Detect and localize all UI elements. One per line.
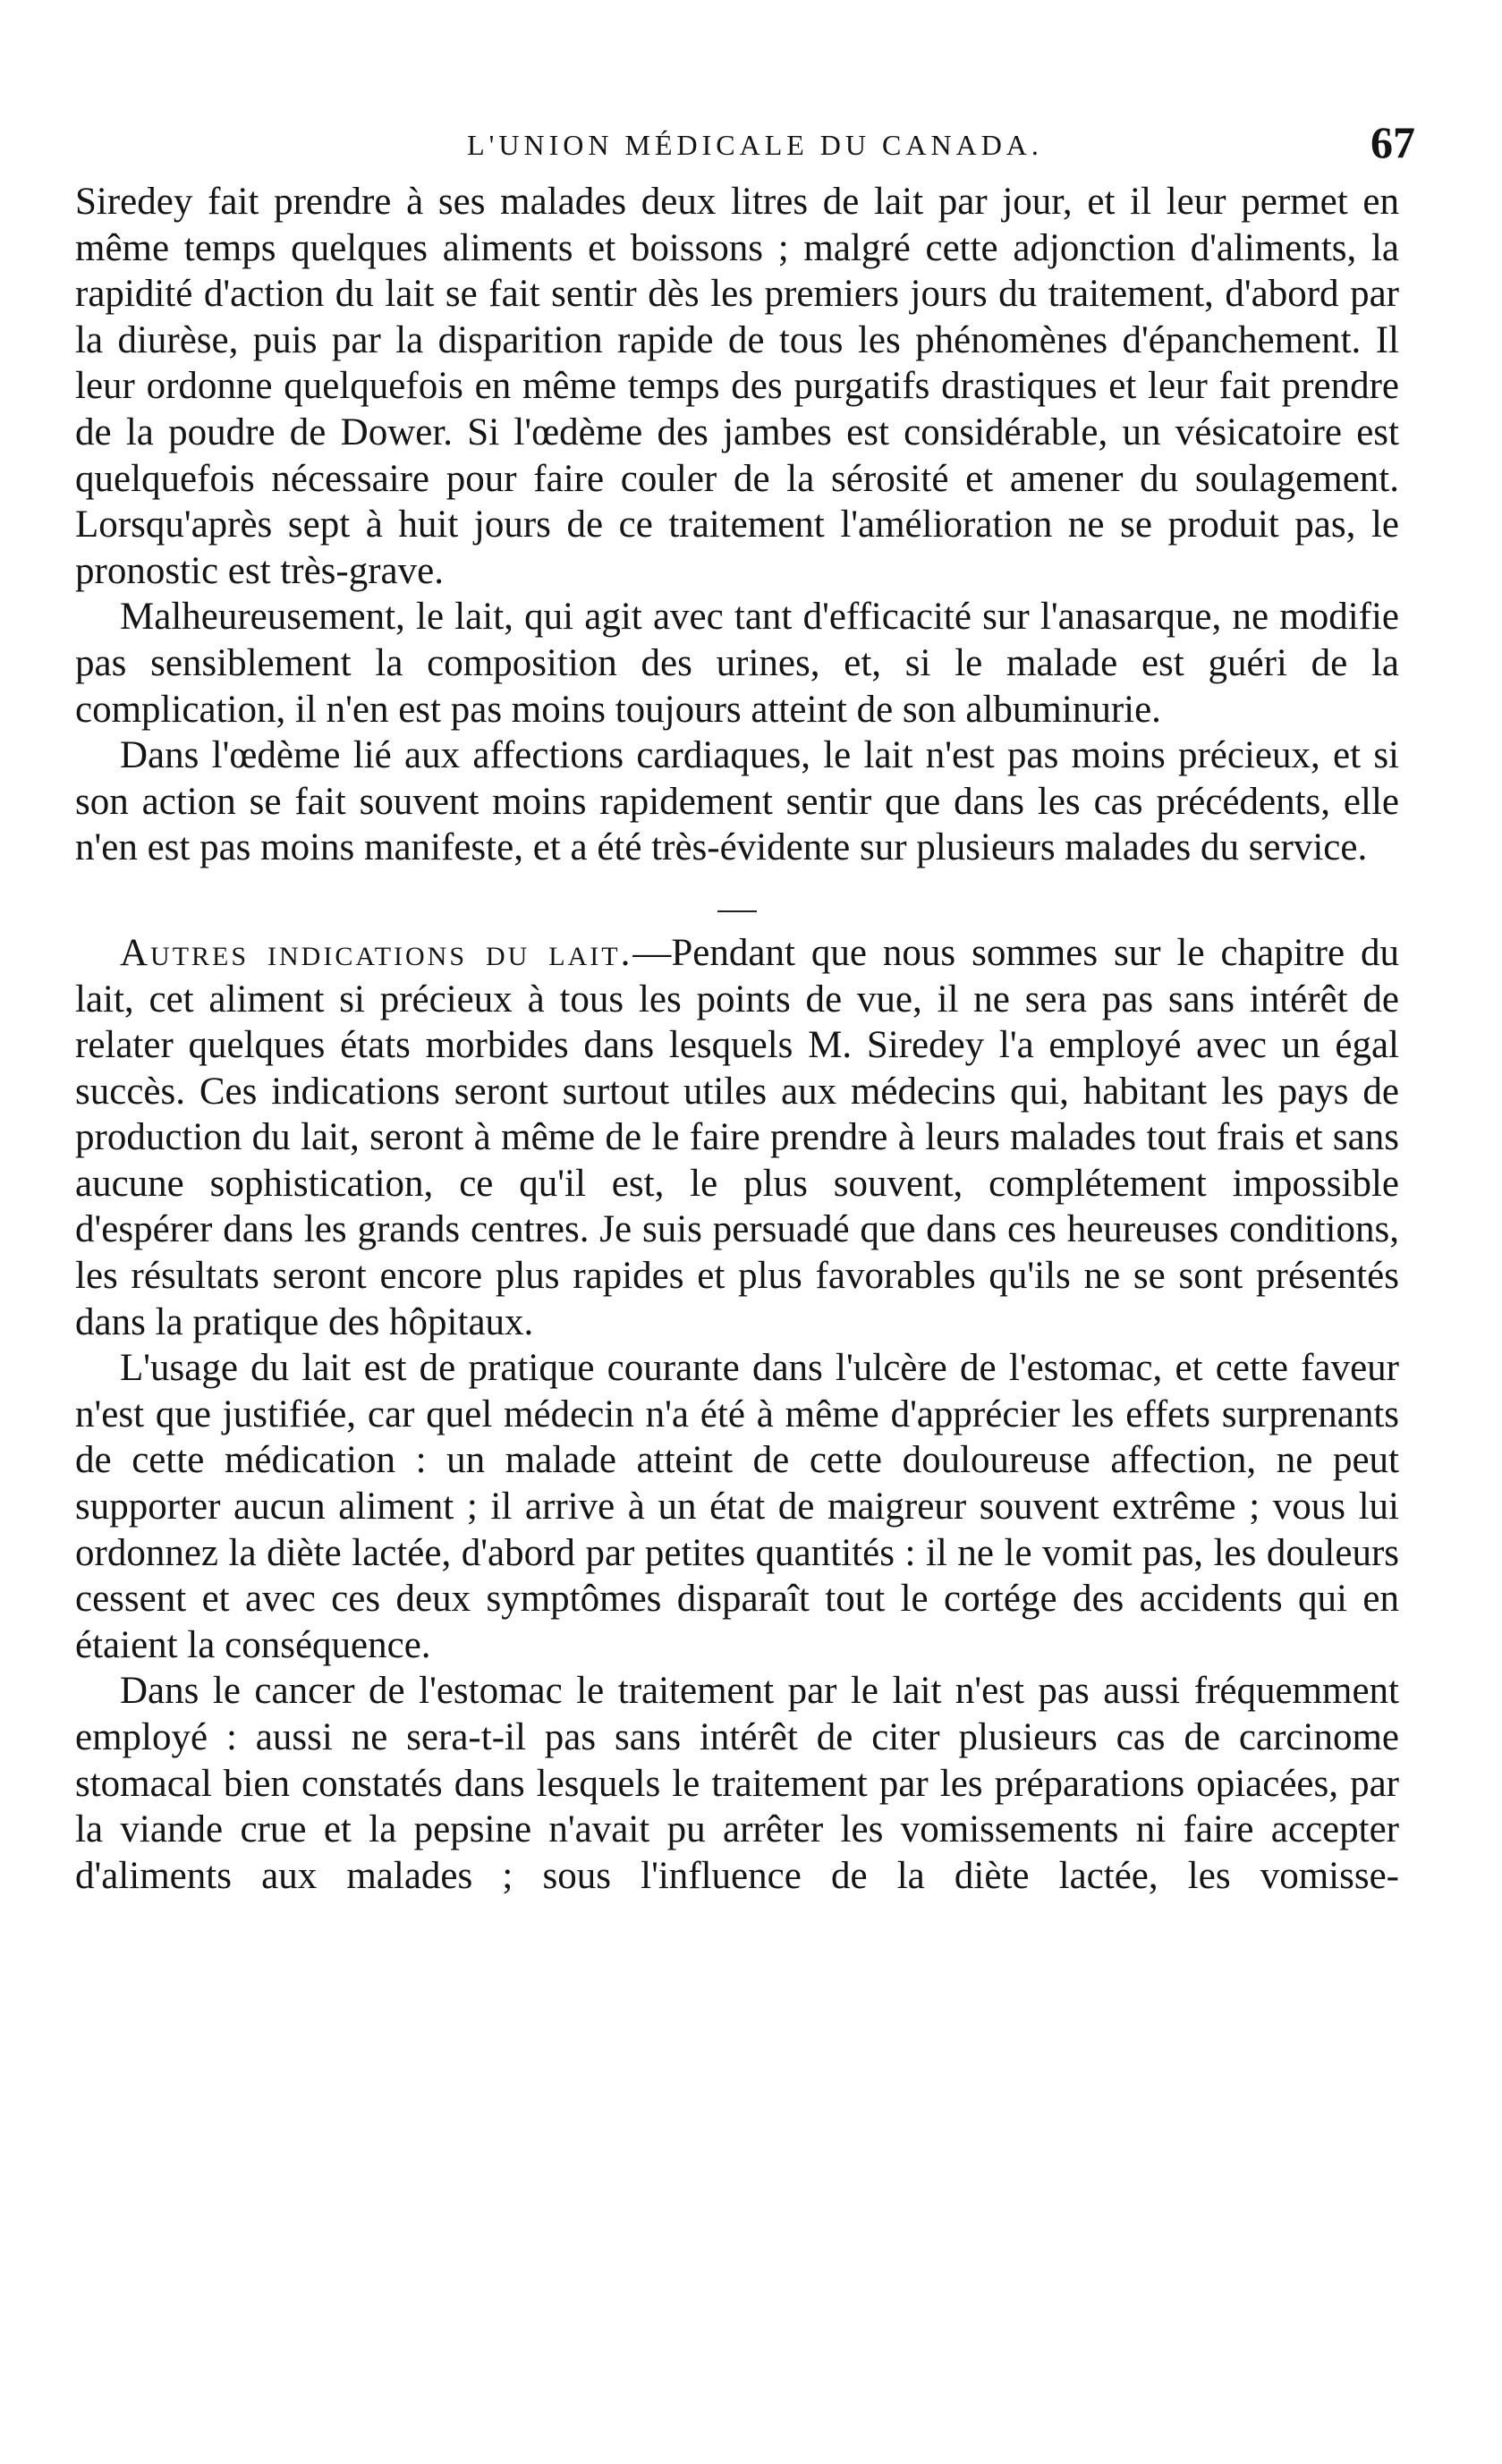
journal-title: L'UNION MÉDICALE DU CANADA.	[467, 129, 1043, 161]
page-number: 67	[1370, 117, 1415, 167]
paragraph-6: Dans le cancer de l'estomac le traitement par le lait n'est pas aussi fréquemment employé : aussi ne sera-t-il pas sans intérêt de citer plusieurs cas de carcinome stomacal bien constatés dans lesquels le traitement par les préparations opiacées, par la viande crue et la pepsine n'avait pu arrêter les vomissements ni faire accepter d'aliments aux malades ; sous l'influence de la diète lactée, les vomisse-	[75, 1670, 1399, 1897]
paragraph-2: Malheureusement, le lait, qui agit avec tant d'efficacité sur l'anasarque, ne modifie pas sensiblement la composition des urines, et, si le malade est guéri de la complication, il n'en est pas moins toujours atteint de son albuminurie.	[75, 596, 1399, 731]
section-separator	[717, 910, 757, 912]
paragraph-5: L'usage du lait est de pratique courante dans l'ulcère de l'estomac, et cette faveur n'est que justifiée, car quel médecin n'a été à même d'apprécier les effets surprenants de cette médication : un malade atteint de cette douloureuse affection, ne peut supporter aucun aliment ; il arrive à un état de maigreur souvent extrême ; vous lui ordonnez la diète lactée, d'abord par petites quantités : il ne le vomit pas, les douleurs cessent et avec ces deux symptômes disparaît tout le cortége des accidents qui en étaient la conséquence.	[75, 1347, 1399, 1666]
section-heading: Autres indications du lait.	[120, 931, 633, 974]
book-page	[75, 116, 1415, 1899]
paragraph-1: Siredey fait prendre à ses malades deux litres de lait par jour, et il leur permet en même temps quelques aliments et boissons ; malgré cette adjonction d'aliments, la rapidité d'action du lait se fait sentir dès les premiers jours du traitement, d'abord par la diurèse, puis par la disparition rapide de tous les phénomènes d'épanchement. Il leur ordonne quelquefois en même temps des purgatifs drastiques et leur fait prendre de la poudre de Dower. Si l'œdème des jambes est considérable, un vésicatoire est quelquefois nécessaire pour faire couler de la sérosité et amener du soulagement. Lorsqu'après sept à huit jours de ce traitement l'amélioration ne se produit pas, le pronostic est très-grave.	[75, 181, 1399, 592]
paragraph-3: Dans l'œdème lié aux affections cardiaques, le lait n'est pas moins précieux, et si son action se fait souvent moins rapidement sentir que dans les cas précédents, elle n'en est pas moins manifeste, et a été très-évidente sur plusieurs malades du service.	[75, 734, 1399, 869]
running-head	[75, 116, 1415, 179]
paragraph-4	[75, 930, 1399, 1345]
paragraph-4-body: —Pendant que nous sommes sur le chapitre du lait, cet aliment si précieux à tous les points de vue, il ne sera pas sans intérêt de relater quelques états morbides dans lesquels M. Siredey l'a employé avec un égal succès. Ces indications seront surtout utiles aux médecins qui, habitant les pays de production du lait, seront à même de le faire prendre à leurs malades tout frais et sans aucune sophistication, ce qu'il est, le plus souvent, complétement impossible d'espérer dans les grands centres. Je suis persuadé que dans ces heureuses conditions, les résultats seront encore plus rapides et plus favorables qu'ils ne se sont présentés dans la pratique des hôpitaux.	[75, 931, 1399, 1343]
